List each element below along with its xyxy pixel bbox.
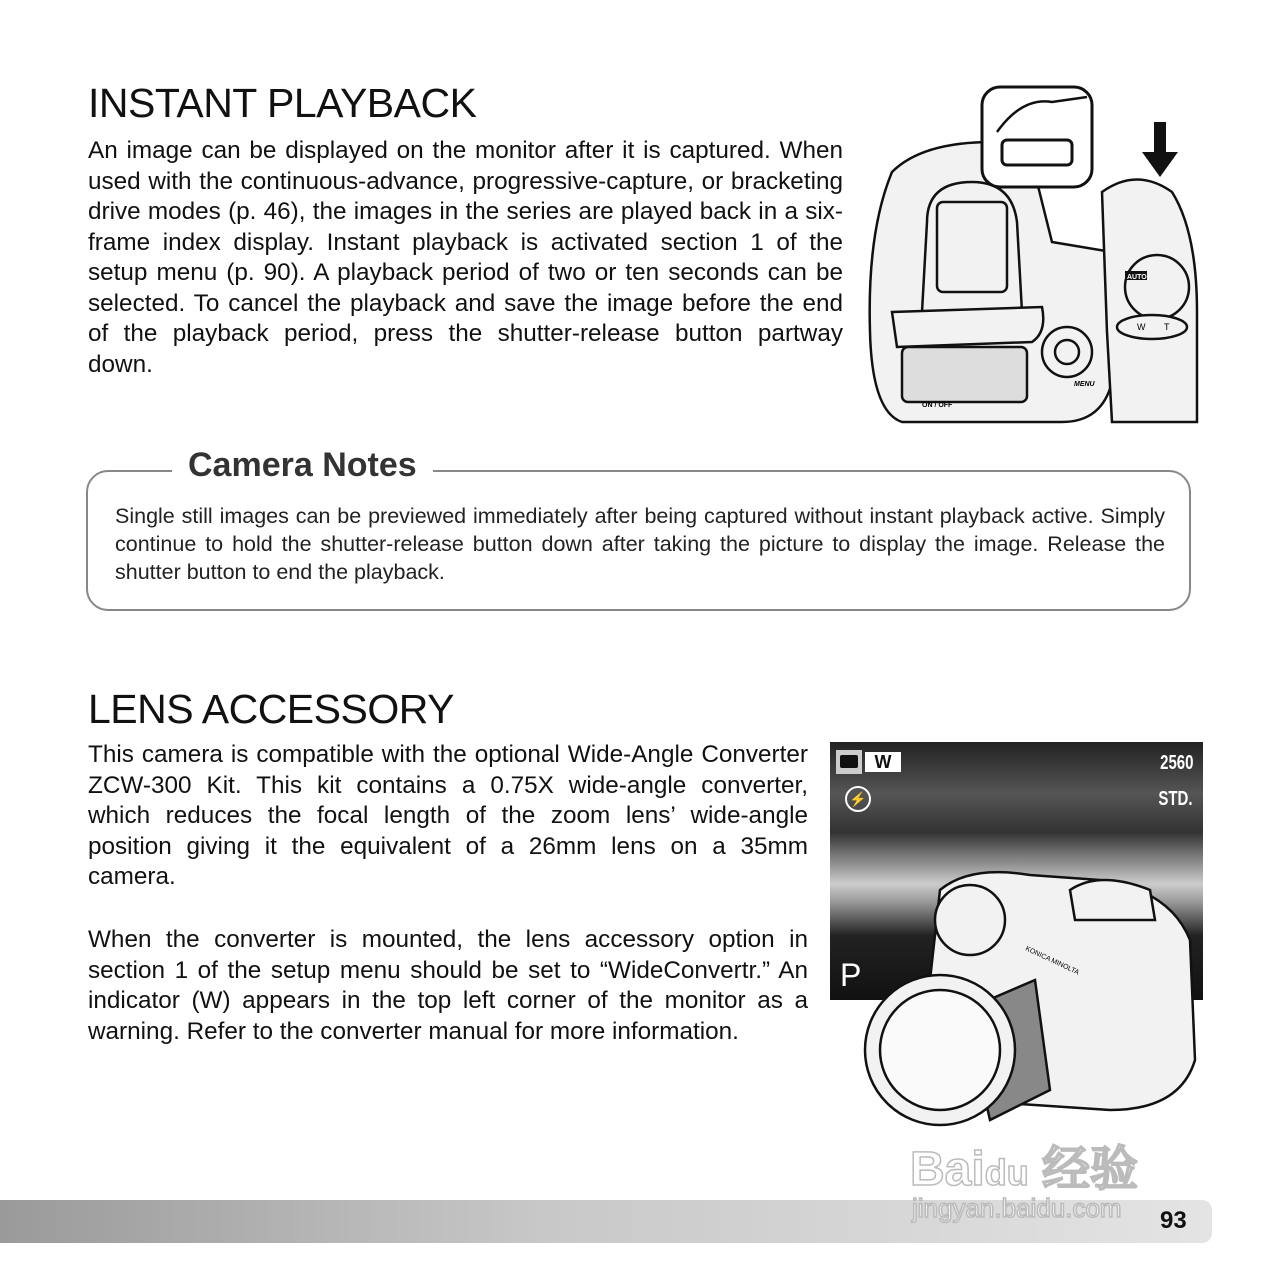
camera-mode-icon bbox=[836, 750, 862, 774]
instant-playback-text: An image can be displayed on the monitor after it is captured. When used with the continuous-advance, progressive-capture, or bracketing drive modes (p. 46), the images in the series are played back in a six-frame index display. Instant playback is activated section 1 of the setup menu (p. 90). A playback period of two or ten seconds can be selected. To cancel the playback and save the image before the end of the playback period, press the shutter-release button partway down. bbox=[88, 137, 843, 378]
exposure-mode-readout: P bbox=[840, 957, 862, 993]
menu-label: MENU bbox=[1074, 381, 1095, 388]
lens-accessory-text-1: This camera is compatible with the optional Wide-Angle Converter ZCW-300 Kit. This kit contains a 0.75X wide-angle converter, which reduces the focal length of the zoom lens’ wide-angle position giving it the equivalent of a 26mm lens on a 35mm camera. bbox=[88, 741, 808, 890]
camera-notes-text: Single still images can be previewed immediately after being captured without instant playback active. Simply continue to hold the shutter-release button down after taking the picture to display the image. Release the shutter button to end the playback. bbox=[115, 504, 1165, 584]
watermark-logo: Baidu 经验 bbox=[910, 1143, 1139, 1196]
watermark-url: jingyan.baidu.com bbox=[912, 1193, 1122, 1223]
camera-notes-title: Camera Notes bbox=[172, 446, 433, 485]
zoom-t-label: T bbox=[1164, 322, 1170, 332]
brand-logo-text: KONICA MINOLTA bbox=[1024, 945, 1081, 977]
quality-readout: STD. bbox=[1158, 788, 1193, 810]
arrow-down-icon bbox=[1142, 122, 1178, 177]
zoom-w-label: W bbox=[1137, 322, 1146, 332]
lens-accessory-text-2: When the converter is mounted, the lens accessory option in section 1 of the setup menu should be set to “WideConvertr.” An indicator (W) appears in the top left corner of the monitor as a warning. Refer to the converter manual for more information. bbox=[88, 926, 808, 1045]
page-number: 93 bbox=[1160, 1207, 1187, 1234]
on-off-label: ON / OFF bbox=[922, 402, 953, 409]
camera-back-illustration bbox=[862, 82, 1222, 432]
flash-off-icon: ⚡ bbox=[845, 786, 871, 812]
wide-converter-indicator: W bbox=[865, 752, 901, 772]
resolution-readout: 2560 bbox=[1159, 752, 1193, 774]
mode-dial-auto-label: AUTO bbox=[1127, 274, 1147, 281]
section-title-instant-playback: INSTANT PLAYBACK bbox=[88, 80, 477, 126]
camera-with-converter-illustration bbox=[860, 860, 1200, 1140]
section-title-lens-accessory: LENS ACCESSORY bbox=[88, 686, 454, 732]
